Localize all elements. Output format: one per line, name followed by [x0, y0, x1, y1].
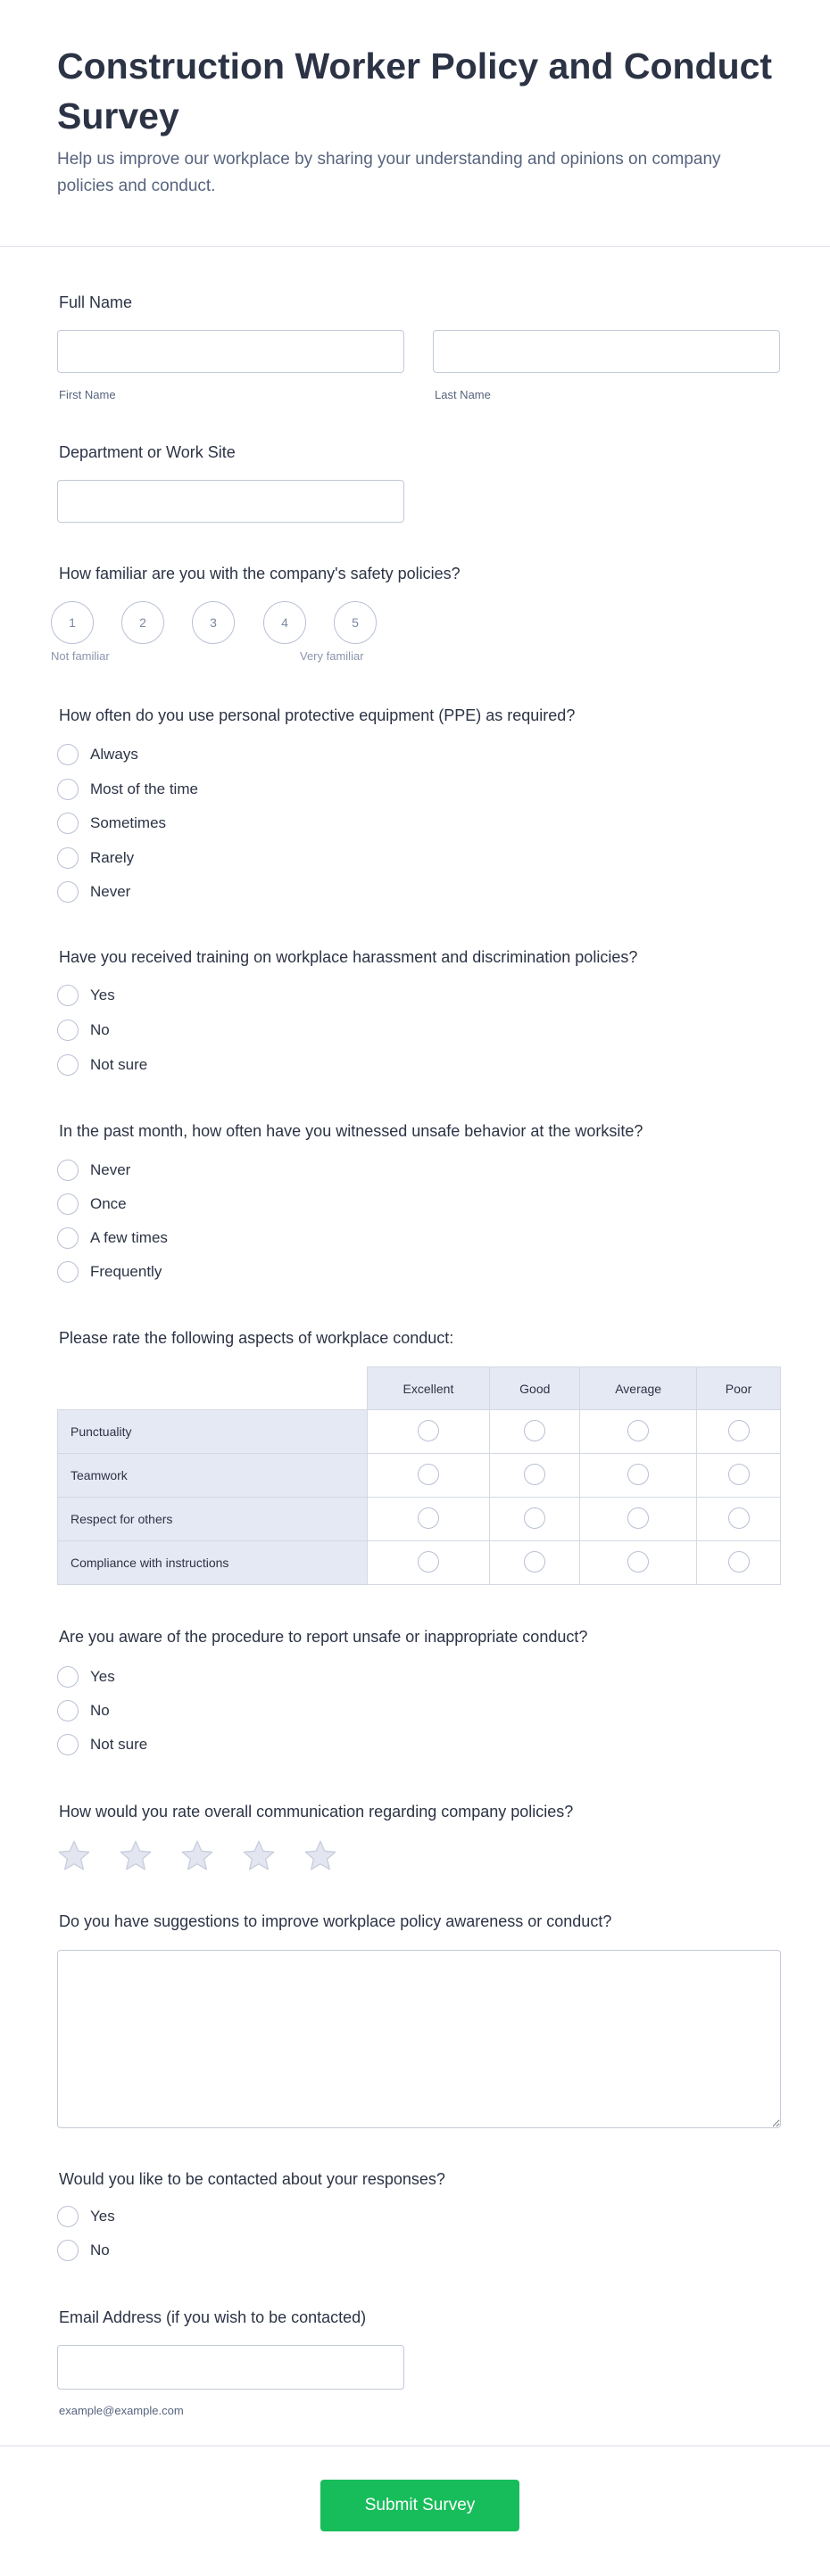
first-name-sublabel: First Name [59, 388, 116, 401]
radio-button[interactable] [57, 1227, 79, 1249]
scale-option-5[interactable]: 5 [334, 601, 377, 644]
training-option[interactable] [57, 1019, 110, 1042]
ppe-option[interactable] [57, 812, 166, 835]
radio-button[interactable] [57, 1734, 79, 1755]
matrix-cell [367, 1454, 490, 1498]
star-icon[interactable] [118, 1838, 154, 1874]
matrix-radio[interactable] [728, 1464, 750, 1485]
aware-option[interactable] [57, 1665, 115, 1688]
radio-button[interactable] [57, 1160, 79, 1181]
unsafe-option[interactable] [57, 1159, 130, 1182]
option-label: Rarely [90, 849, 135, 866]
radio-button[interactable] [57, 985, 79, 1006]
contact-option[interactable] [57, 2205, 115, 2228]
matrix-radio[interactable] [418, 1420, 439, 1441]
unsafe-option[interactable] [57, 1193, 127, 1216]
radio-button[interactable] [57, 779, 79, 800]
matrix-radio[interactable] [627, 1507, 649, 1529]
conduct-matrix [57, 1366, 781, 1585]
matrix-row-label: Punctuality [58, 1410, 368, 1454]
matrix-cell [490, 1541, 580, 1585]
matrix-corner [58, 1367, 368, 1410]
star-rating [56, 1838, 338, 1874]
radio-button[interactable] [57, 1700, 79, 1721]
option-label: Not sure [90, 1056, 148, 1073]
matrix-radio[interactable] [418, 1507, 439, 1529]
aware-option[interactable] [57, 1699, 110, 1722]
ppe-option[interactable] [57, 846, 134, 870]
matrix-radio[interactable] [524, 1420, 545, 1441]
radio-button[interactable] [57, 1020, 79, 1041]
page-subtitle: Help us improve our workplace by sharing your understanding and opinions on company policies and conduct. [57, 150, 721, 195]
scale-option-2[interactable]: 2 [121, 601, 164, 644]
matrix-row [58, 1541, 781, 1585]
matrix-radio[interactable] [418, 1464, 439, 1485]
scale-option-3[interactable]: 3 [192, 601, 235, 644]
suggestions-textarea[interactable] [57, 1950, 781, 2128]
radio-button[interactable] [57, 813, 79, 834]
matrix-col-excellent: Excellent [367, 1367, 490, 1410]
last-name-input[interactable] [433, 330, 780, 373]
department-input[interactable] [57, 480, 404, 523]
star-icon[interactable] [241, 1838, 277, 1874]
unsafe-option[interactable] [57, 1260, 162, 1284]
radio-button[interactable] [57, 1261, 79, 1283]
matrix-col-average: Average [580, 1367, 697, 1410]
training-option[interactable] [57, 984, 115, 1007]
matrix-row-label: Teamwork [58, 1454, 368, 1498]
matrix-cell [580, 1498, 697, 1541]
last-name-sublabel: Last Name [435, 388, 491, 401]
matrix-cell [697, 1410, 781, 1454]
ppe-option[interactable] [57, 778, 198, 801]
star-icon[interactable] [179, 1838, 215, 1874]
scale-min-label: Not familiar [51, 649, 110, 663]
star-icon[interactable] [303, 1838, 338, 1874]
matrix-radio[interactable] [627, 1420, 649, 1441]
unsafe-question: In the past month, how often have you witnessed unsafe behavior at the worksite? [59, 1122, 643, 1140]
ppe-question: How often do you use personal protective equipment (PPE) as required? [59, 706, 576, 724]
option-label: Yes [90, 1668, 115, 1685]
aware-question: Are you aware of the procedure to report unsafe or inappropriate conduct? [59, 1628, 588, 1646]
ppe-option[interactable] [57, 743, 138, 766]
full-name-label: Full Name [59, 293, 133, 311]
matrix-row-label: Compliance with instructions [58, 1541, 368, 1585]
matrix-radio[interactable] [627, 1464, 649, 1485]
option-label: A few times [90, 1229, 168, 1246]
star-icon[interactable] [56, 1838, 92, 1874]
matrix-cell [367, 1498, 490, 1541]
suggestions-question: Do you have suggestions to improve workplace policy awareness or conduct? [59, 1912, 612, 1930]
option-label: Never [90, 883, 131, 900]
matrix-cell [580, 1454, 697, 1498]
matrix-row [58, 1498, 781, 1541]
matrix-cell [367, 1410, 490, 1454]
email-label: Email Address (if you wish to be contacted) [59, 2308, 367, 2326]
radio-button[interactable] [57, 2206, 79, 2227]
matrix-row [58, 1454, 781, 1498]
aware-option[interactable] [57, 1733, 147, 1756]
matrix-row-label: Respect for others [58, 1498, 368, 1541]
scale-option-4[interactable]: 4 [263, 601, 306, 644]
department-label: Department or Work Site [59, 443, 236, 461]
matrix-cell [697, 1541, 781, 1585]
option-label: Most of the time [90, 780, 198, 797]
matrix-question: Please rate the following aspects of workplace conduct: [59, 1329, 454, 1347]
matrix-cell [580, 1410, 697, 1454]
radio-button[interactable] [57, 744, 79, 765]
matrix-radio[interactable] [524, 1551, 545, 1573]
matrix-cell [580, 1541, 697, 1585]
footer-divider [0, 2445, 830, 2447]
option-label: No [90, 1021, 110, 1038]
option-label: Always [90, 746, 138, 763]
ppe-option[interactable] [57, 880, 130, 904]
matrix-cell [697, 1454, 781, 1498]
radio-button[interactable] [57, 1666, 79, 1688]
unsafe-option[interactable] [57, 1226, 168, 1250]
radio-button[interactable] [57, 2240, 79, 2261]
training-option[interactable] [57, 1053, 147, 1077]
option-label: Never [90, 1161, 131, 1178]
matrix-row [58, 1410, 781, 1454]
matrix-cell [490, 1410, 580, 1454]
matrix-cell [490, 1498, 580, 1541]
option-label: Not sure [90, 1736, 148, 1753]
matrix-col-good: Good [490, 1367, 580, 1410]
scale-max-label: Very familiar [300, 649, 364, 663]
contact-question: Would you like to be contacted about your responses? [59, 2170, 445, 2188]
matrix-radio[interactable] [418, 1551, 439, 1573]
matrix-radio[interactable] [627, 1551, 649, 1573]
scale-option-1[interactable]: 1 [51, 601, 94, 644]
matrix-radio[interactable] [524, 1464, 545, 1485]
email-input[interactable] [57, 2345, 404, 2390]
matrix-radio[interactable] [524, 1507, 545, 1529]
matrix-cell [697, 1498, 781, 1541]
training-question: Have you received training on workplace harassment and discrimination policies? [59, 948, 638, 966]
matrix-radio[interactable] [728, 1507, 750, 1529]
matrix-cell [367, 1541, 490, 1585]
communication-question: How would you rate overall communication regarding company policies? [59, 1803, 574, 1821]
email-hint: example@example.com [59, 2404, 184, 2417]
first-name-input[interactable] [57, 330, 404, 373]
matrix-col-poor: Poor [697, 1367, 781, 1410]
matrix-radio[interactable] [728, 1420, 750, 1441]
radio-button[interactable] [57, 1193, 79, 1215]
familiarity-question: How familiar are you with the company's safety policies? [59, 565, 461, 582]
option-label: Frequently [90, 1263, 162, 1280]
matrix-radio[interactable] [728, 1551, 750, 1573]
option-label: No [90, 1702, 110, 1719]
radio-button[interactable] [57, 847, 79, 869]
option-label: Sometimes [90, 814, 167, 831]
matrix-cell [490, 1454, 580, 1498]
option-label: Once [90, 1195, 127, 1212]
page-title: Construction Worker Policy and Conduct Survey [57, 45, 773, 136]
option-label: Yes [90, 2208, 115, 2225]
radio-button[interactable] [57, 1054, 79, 1076]
option-label: Yes [90, 987, 115, 1003]
contact-option[interactable] [57, 2239, 110, 2262]
option-label: No [90, 2242, 110, 2258]
radio-button[interactable] [57, 881, 79, 903]
submit-button[interactable]: Submit Survey [320, 2480, 519, 2531]
header-divider [0, 246, 830, 247]
